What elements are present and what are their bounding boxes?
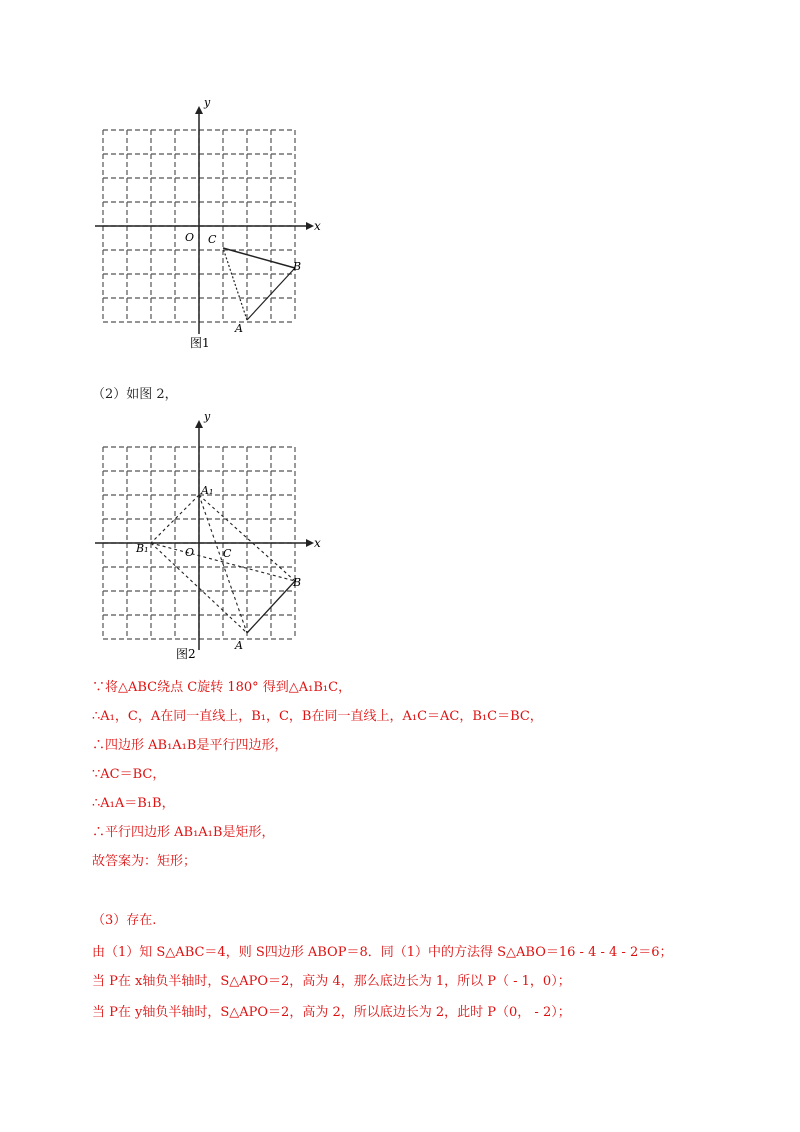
point-b1-label: B₁ <box>136 542 149 555</box>
y-label: y <box>204 96 211 109</box>
origin-label: O <box>185 231 195 244</box>
y-label: y <box>204 410 211 423</box>
segment-cb <box>223 248 295 268</box>
proof-line-2: ∴A₁，C，A在同一直线上，B₁，C，B在同一直线上，A₁C＝AC，B₁C＝BC， <box>92 709 543 724</box>
x-axis-arrow <box>306 539 314 547</box>
part3-line-2: 当 P在 x轴负半轴时，S△APO＝2，高为 4，那么底边长为 1，所以 P（ - 1，0）； <box>92 974 571 989</box>
x-label: x <box>314 219 321 233</box>
point-c-label: C <box>208 233 217 246</box>
y-axis-arrow <box>195 420 203 428</box>
proof-line-6: ∴平行四边形 AB₁A₁B是矩形， <box>92 825 275 840</box>
proof-line-4: ∵AC＝BC， <box>92 767 166 782</box>
figure-1-caption: 图1 <box>190 336 210 350</box>
segment-ac <box>223 248 247 320</box>
part3-line-1: 由（1）知 S△ABC＝4，则 S四边形 ABOP＝8．同（1）中的方法得 S△ABO＝16 - 4 - 4 - 2＝6； <box>92 945 673 960</box>
point-b-label: B <box>293 260 302 273</box>
figure-1 <box>90 92 330 352</box>
proof-line-1: ∵将△ABC绕点 C旋转 180° 得到△A₁B₁C， <box>92 680 352 695</box>
point-a-label: A <box>235 322 243 335</box>
proof-line-5: ∴A₁A＝B₁B， <box>92 796 175 811</box>
part2-heading: （2）如图 2， <box>92 387 178 402</box>
proof-line-3: ∴四边形 AB₁A₁B是平行四边形， <box>92 738 288 753</box>
point-a-label: A <box>235 639 243 652</box>
answer-line: 故答案为：矩形； <box>92 854 197 869</box>
x-axis-arrow <box>306 222 314 230</box>
point-c-label: C <box>223 547 232 560</box>
point-a1-label: A₁ <box>201 484 214 497</box>
part3-heading: （3）存在. <box>92 913 157 928</box>
origin-label: O <box>185 546 195 559</box>
point-b-label: B <box>293 576 302 589</box>
figure-2-caption: 图2 <box>176 647 196 661</box>
x-label: x <box>314 536 321 550</box>
y-axis-arrow <box>195 106 203 114</box>
part3-line-3: 当 P在 y轴负半轴时，S△APO＝2，高为 2，所以底边长为 2，此时 P（0， - 2）； <box>92 1005 571 1020</box>
figure-2 <box>90 404 330 664</box>
